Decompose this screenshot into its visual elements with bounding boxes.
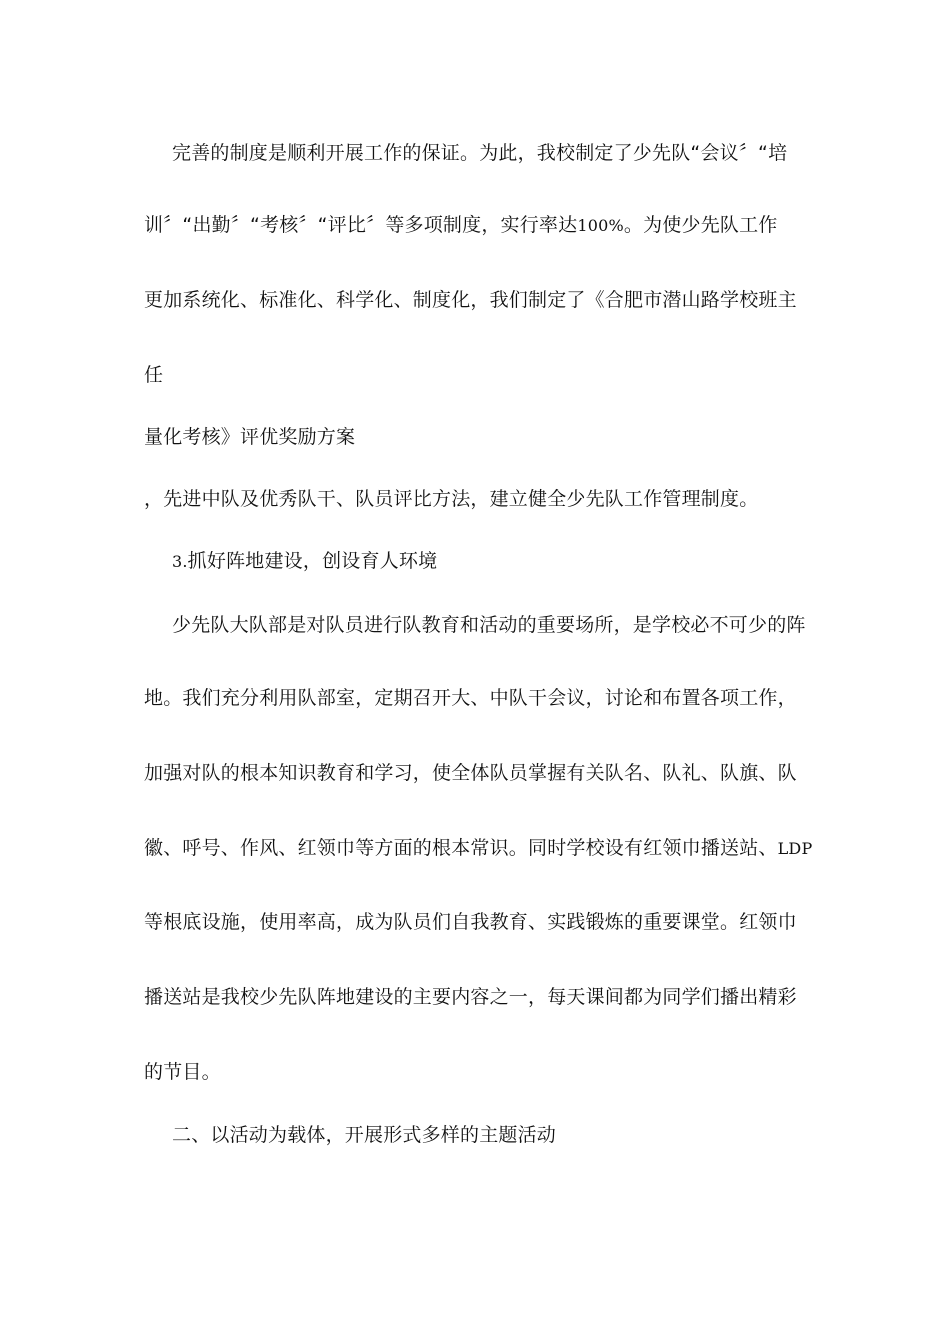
paragraph-line: 地。我们充分利用队部室，定期召开大、中队干会议，讨论和布置各项工作， [144, 687, 797, 709]
paragraph-line: 更加系统化、标准化、科学化、制度化，我们制定了《合肥市潜山路学校班主 [144, 289, 797, 311]
heading-text: 抓好阵地建设，创设育人环境 [187, 550, 438, 572]
paragraph-line [144, 836, 812, 861]
paragraph-line: 等根底设施，使用率高，成为队员们自我教育、实践锻炼的重要课堂。红领巾 [144, 911, 797, 933]
section-heading: 二、以活动为载体，开展形式多样的主题活动 [172, 1124, 557, 1146]
paragraph-line: 量化考核》评优奖励方案 [144, 426, 356, 448]
paragraph-line: 任 [144, 364, 164, 386]
paragraph-line: 的节目。 [144, 1061, 221, 1083]
text-run: 徽、呼号、作风、红领巾等方面的根本常识。同时学校设有红领巾播送站、 [144, 837, 778, 859]
text-run: 训〞“出勤〞“考核〞“评比〞等多项制度，实行率达 [144, 214, 578, 236]
paragraph-line: ，先进中队及优秀队干、队员评比方法，建立健全少先队工作管理制度。 [144, 488, 759, 510]
paragraph-line: 少先队大队部是对队员进行队教育和活动的重要场所，是学校必不可少的阵 [172, 614, 806, 636]
paragraph-line [144, 213, 778, 238]
paragraph-line: 完善的制度是顺利开展工作的保证。为此，我校制定了少先队“会议〞“培 [172, 142, 788, 164]
paragraph-line: 加强对队的根本知识教育和学习，使全体队员掌握有关队名、队礼、队旗、队 [144, 762, 797, 784]
heading-number: 3. [172, 552, 188, 571]
percentage-value: 100% [577, 216, 624, 235]
text-run: 。为使少先队工作 [623, 214, 778, 236]
paragraph-line: 播送站是我校少先队阵地建设的主要内容之一，每天课间都为同学们播出精彩 [144, 986, 797, 1008]
acronym-text: LDP [777, 839, 813, 858]
section-heading [172, 549, 437, 574]
